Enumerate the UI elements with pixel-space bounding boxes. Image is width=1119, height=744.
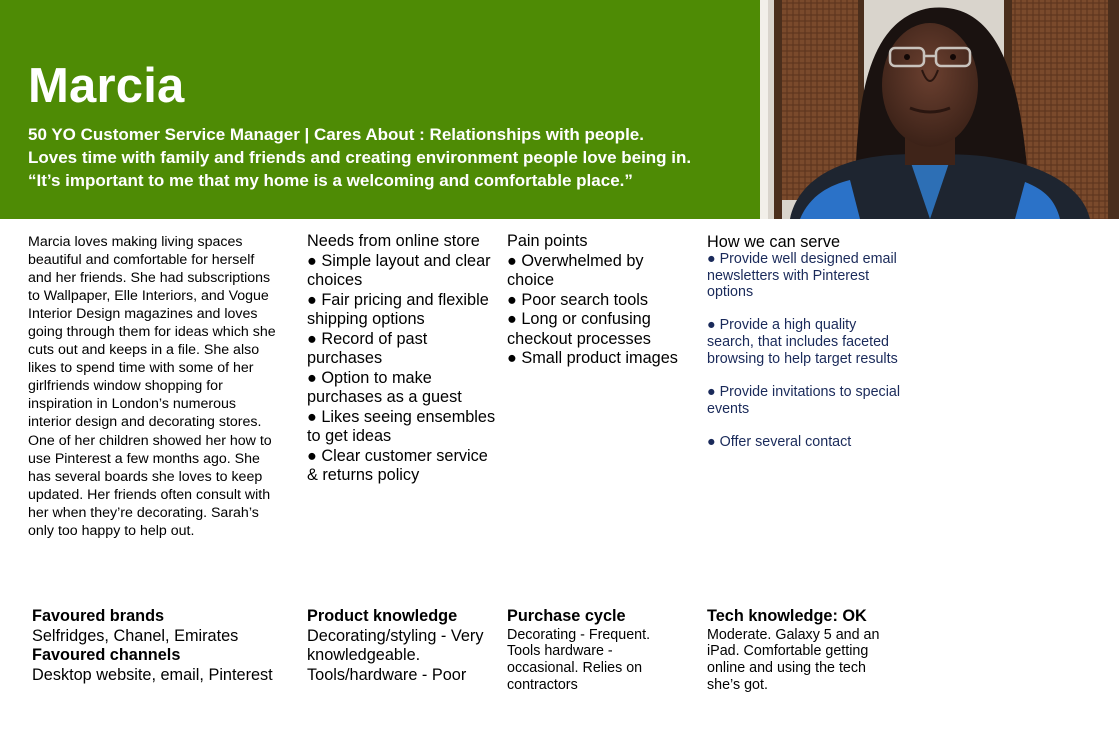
purchase-cycle-text: Decorating - Frequent. Tools hardware - occasional. Relies on contractors — [507, 626, 651, 693]
serve-section — [707, 233, 907, 467]
list-item: ● Overwhelmed by choice — [507, 251, 644, 289]
list-item: ● Likes seeing ensembles to get ideas — [307, 407, 496, 445]
pain-points-section — [507, 232, 693, 369]
list-item: ● Option to make purchases as a guest — [307, 368, 462, 406]
favoured-section — [32, 607, 302, 685]
list-item: ● Clear customer service & returns policy — [307, 446, 488, 484]
list-item: ● Record of past purchases — [307, 329, 428, 367]
tech-knowledge-section — [707, 607, 899, 694]
persona-name: Marcia — [28, 59, 185, 113]
list-item: ● Offer several contact — [707, 433, 852, 450]
favoured-brands-value: Selfridges, Chanel, Emirates — [32, 626, 239, 645]
list-item: ● Provide well designed email newsletters with Pinterest options — [707, 251, 897, 301]
list-item: ● Poor search tools — [507, 290, 649, 309]
persona-photo — [760, 0, 1119, 219]
persona-quote-line: “It’s important to me that my home is a welcoming and comfortable place.” — [28, 171, 633, 190]
serve-title: How we can serve — [707, 233, 841, 251]
needs-title: Needs from online store — [307, 232, 480, 250]
pain-points-title: Pain points — [507, 232, 588, 250]
tech-knowledge-text: Moderate. Galaxy 5 and an iPad. Comfortable getting online and using the tech she’s got. — [707, 626, 880, 693]
persona-role-line: 50 YO Customer Service Manager | Cares About : Relationships with people. — [28, 125, 644, 144]
needs-section — [307, 232, 499, 486]
favoured-channels-title: Favoured channels — [32, 646, 181, 664]
product-knowledge-section — [307, 607, 497, 685]
persona-bio: Marcia loves making living spaces beautiful and comfortable for herself and her friends. She had subscriptions to Wallpaper, Elle Interiors, and Vogue Interior Design magazines and loves going through them for ideas which she cuts out and keeps in a file. She also likes to spend time with some of her girlfriends window shopping for inspiration in London’s numerous interior design and decorating stores. One of her children showed her how to use Pinterest a few months ago. She has several boards she loves to keep updated. Her friends often consult with her when they’re decorating. Sarah’s only too happy to help out. — [28, 234, 276, 539]
favoured-brands-title: Favoured brands — [32, 607, 165, 625]
product-knowledge-title: Product knowledge — [307, 607, 458, 625]
tech-knowledge-title: Tech knowledge: OK — [707, 607, 867, 625]
list-item: ● Small product images — [507, 349, 678, 367]
list-item: ● Provide invitations to special events — [707, 383, 901, 417]
purchase-cycle-section — [507, 607, 669, 694]
list-item: ● Simple layout and clear choices — [307, 251, 491, 289]
purchase-cycle-title: Purchase cycle — [507, 607, 626, 625]
list-item: ● Provide a high quality search, that includes faceted browsing to help target results — [707, 317, 898, 367]
favoured-channels-value: Desktop website, email, Pinterest — [32, 665, 273, 684]
list-item: ● Fair pricing and flexible shipping options — [307, 290, 489, 328]
product-knowledge-text: Decorating/styling - Very knowledgeable. Tools/hardware - Poor — [307, 626, 484, 684]
list-item: ● Long or confusing checkout processes — [507, 310, 651, 348]
persona-interests-line: Loves time with family and friends and creating environment people love being in. — [28, 148, 692, 167]
persona-header-banner — [0, 0, 760, 219]
